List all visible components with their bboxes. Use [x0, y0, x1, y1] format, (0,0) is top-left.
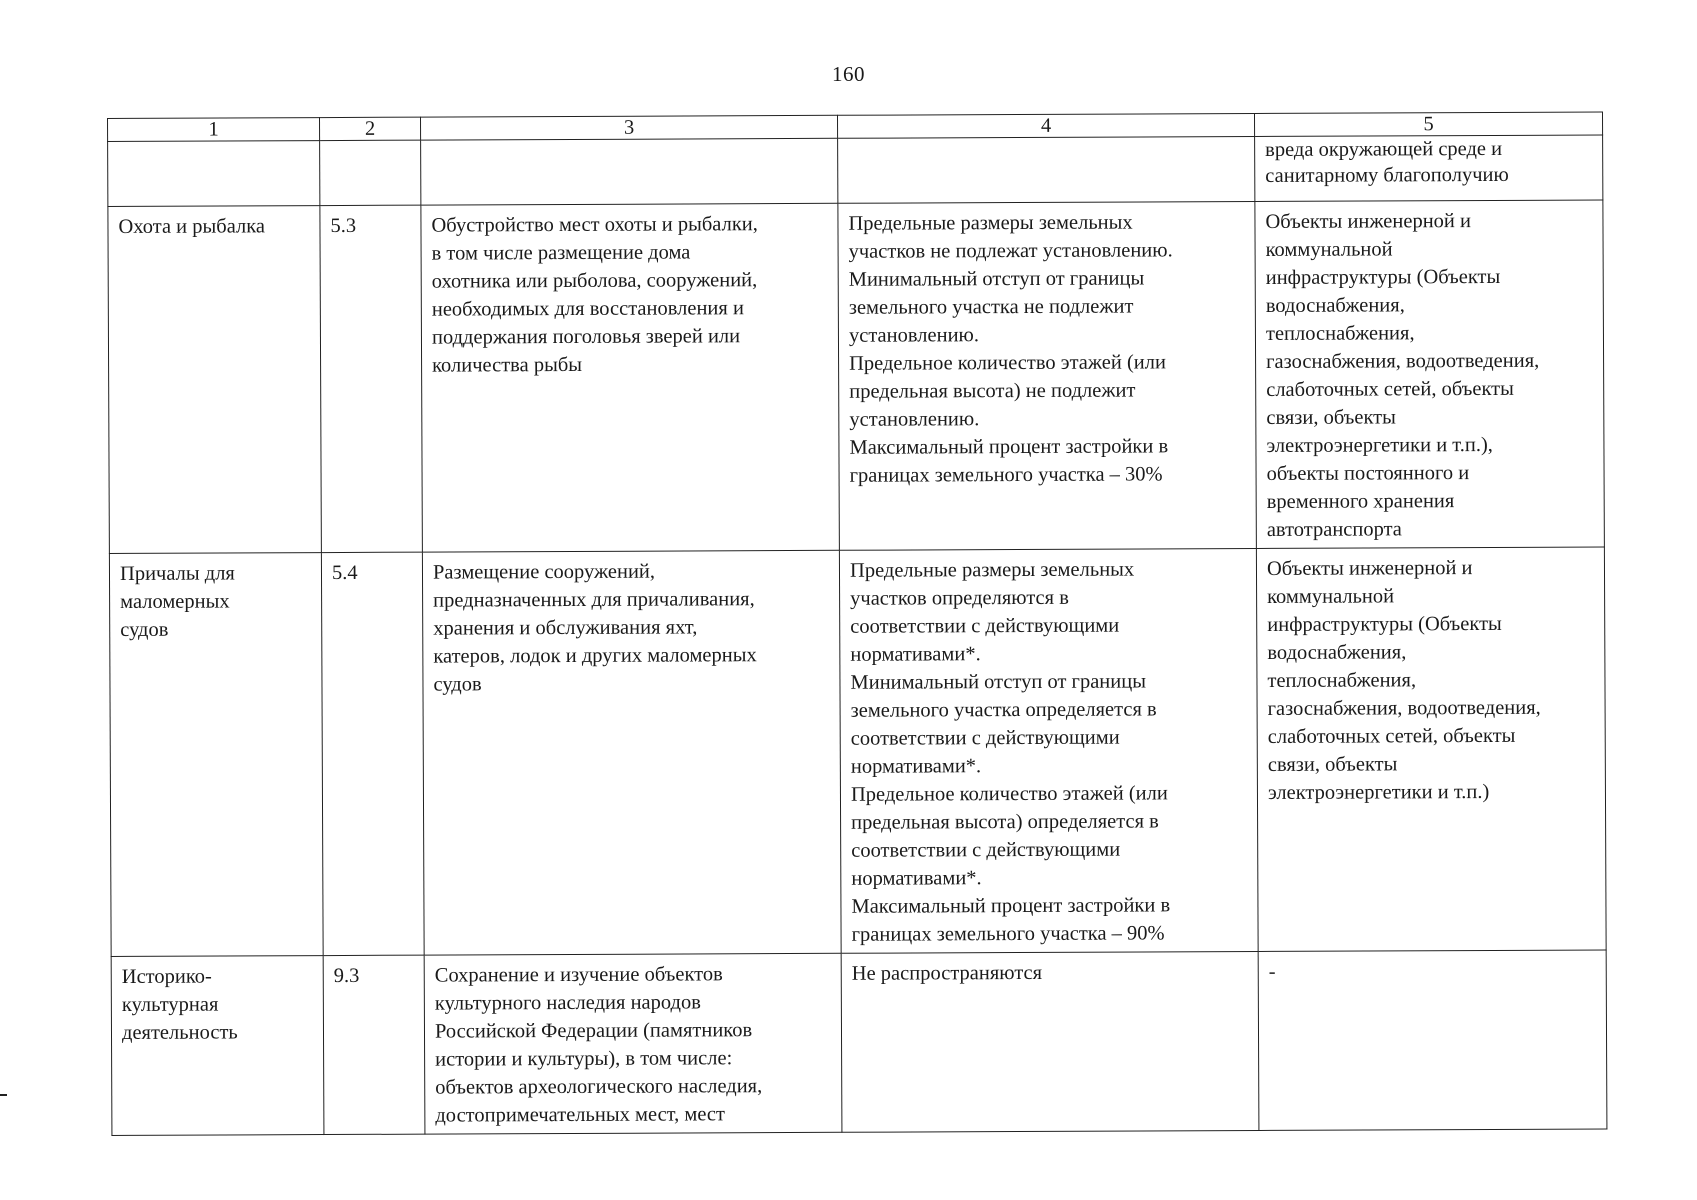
- use-type-description: Сохранение и изучение объектов культурного наследия народов Российской Федерации (памятников истории и культуры), в том числе: объектов археологического наследия, достопримечательных мест, мест: [424, 953, 842, 1134]
- header-col-5: 5: [1254, 112, 1602, 137]
- continuation-cell-3: [421, 138, 838, 205]
- header-col-3: 3: [420, 115, 837, 140]
- use-type-code: 5.4: [321, 552, 424, 955]
- continuation-cell-2: [320, 140, 421, 205]
- header-col-2: 2: [320, 117, 421, 140]
- use-type-related-objects: Объекты инженерной и коммунальной инфраструктуры (Объекты водоснабжения, теплоснабжения, газоснабжения, водоотведения, слаботочных сетей, объекты связи, объекты электроэнергетики и т.п.), объекты постоянного и временного хранения автотранспорта: [1255, 200, 1605, 549]
- use-type-name: Историко- культурная деятельность: [111, 956, 324, 1136]
- table-row: [109, 547, 1606, 957]
- use-type-name: Причалы для маломерных судов: [109, 553, 323, 957]
- continuation-cell-1: [108, 141, 320, 207]
- continuation-cell-5: вреда окружающей среде и санитарному благополучию: [1255, 135, 1603, 202]
- margin-mark: [0, 1094, 7, 1096]
- use-type-parameters: Предельные размеры земельных участков определяются в соответствии с действующими нормативами*. Минимальный отступ от границы земельного участка определяется в соответствии с действующими нормативами*. Предельное количество этажей (или предельная высота) определяется в соответствии с действующими нормативами*. Максимальный процент застройки в границах земельного участка – 90%: [839, 548, 1258, 953]
- use-type-related-objects: -: [1258, 950, 1607, 1131]
- table-row: [111, 950, 1607, 1136]
- header-col-4: 4: [837, 113, 1254, 138]
- use-type-code: 5.3: [320, 205, 423, 552]
- land-use-table: [107, 111, 1607, 1136]
- page-number: 160: [832, 62, 865, 86]
- continuation-cell-4: [838, 136, 1255, 203]
- use-type-parameters: Предельные размеры земельных участков не подлежат установлению. Минимальный отступ от границы земельного участка не подлежит установлению. Предельное количество этажей (или предельная высота) не подлежит установлению. Максимальный процент застройки в границах земельного участка – 30%: [838, 201, 1257, 550]
- use-type-code: 9.3: [323, 955, 425, 1134]
- use-type-parameters: Не распространяются: [841, 951, 1259, 1132]
- use-type-description: Обустройство мест охоты и рыбалки, в том числе размещение дома охотника или рыболова, сооружений, необходимых для восстановления и поддержания поголовья зверей или количества рыбы: [421, 203, 840, 552]
- use-type-description: Размещение сооружений, предназначенных для причаливания, хранения и обслуживания яхт, катеров, лодок и других маломерных судов: [422, 550, 841, 955]
- header-col-1: 1: [108, 118, 320, 142]
- table-row: [108, 200, 1604, 554]
- use-type-name: Охота и рыбалка: [108, 206, 322, 554]
- continuation-row: [108, 135, 1603, 207]
- use-type-related-objects: Объекты инженерной и коммунальной инфраструктуры (Объекты водоснабжения, теплоснабжения, газоснабжения, водоотведения, слаботочных сетей, объекты связи, объекты электроэнергетики и т.п.): [1256, 547, 1606, 952]
